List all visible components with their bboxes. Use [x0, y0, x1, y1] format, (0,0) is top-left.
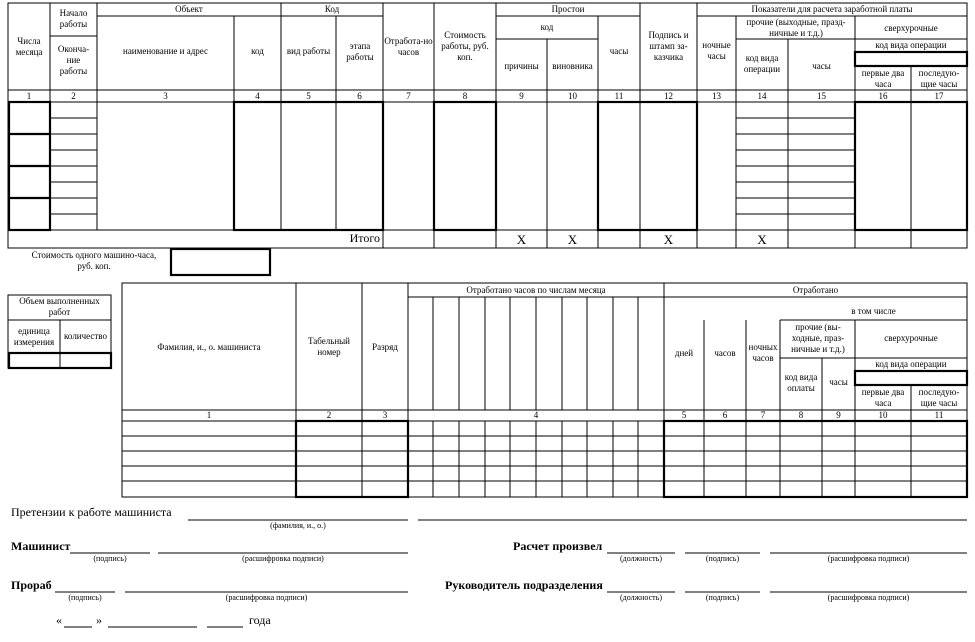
col-num: 6	[357, 91, 362, 101]
b-col-num: 8	[798, 410, 804, 420]
calc-signature-hint: (подпись)	[705, 554, 740, 563]
foreman-label: Прораб	[11, 578, 52, 592]
col-num: 5	[306, 91, 311, 101]
volume-title: Объем выполненных работ	[19, 296, 100, 317]
h-object-name: наименование и адрес	[123, 46, 208, 56]
col-num: 9	[519, 91, 524, 101]
h-idle: Простои	[551, 4, 585, 14]
h-object: Объект	[175, 4, 203, 14]
h-day: Числа месяца	[15, 36, 43, 57]
b-col-num: 5	[681, 410, 687, 420]
b-h-days: дней	[674, 348, 694, 358]
calc-label: Расчет произвел	[513, 539, 603, 553]
calc-decode-hint: (расшифровка подписи)	[827, 554, 910, 563]
b-h-overtime-first: первые два часа	[861, 387, 905, 408]
b-h-other-hours: часы	[829, 377, 848, 387]
b-h-overtime-code: код вида операции	[875, 359, 947, 369]
col-num: 10	[568, 91, 577, 101]
b-h-worked: Отработано	[792, 285, 839, 295]
h-work-stage: этапа работы	[346, 41, 374, 62]
b-h-hours: часов	[714, 348, 736, 358]
h-overtime-first: первые два часа	[861, 68, 905, 89]
h-cost: Стоимость работы, руб. коп.	[441, 30, 489, 62]
h-other-hours: часы	[812, 61, 831, 71]
foreman-decode-hint: (расшифровка подписи)	[225, 593, 308, 602]
date-day-field[interactable]	[64, 614, 92, 627]
volume-quantity: количество	[64, 331, 107, 341]
x-mark: X	[567, 232, 578, 247]
foreman-signature-hint: (подпись)	[68, 593, 102, 602]
col-num: 12	[664, 91, 673, 101]
col-num: 7	[406, 91, 411, 101]
col-num: 1	[26, 91, 32, 101]
head-decode-hint: (расшифровка подписи)	[827, 593, 910, 602]
h-idle-hours: часы	[609, 46, 629, 56]
b-h-name: Фамилия, и., о. машиниста	[157, 342, 261, 352]
name-hint: (фамилия, и., о.)	[270, 521, 326, 530]
b-col-num: 9	[836, 410, 841, 420]
x-mark: X	[757, 232, 767, 247]
driver-decode-hint: (расшифровка подписи)	[242, 554, 324, 563]
head-position-hint: (должность)	[620, 593, 662, 602]
h-work-type: вид работы	[286, 46, 331, 56]
b-h-hours-by-day: Отработано часов по числам месяца	[466, 285, 606, 295]
h-other: прочие (выходные, празд-ничные и т.д.)	[746, 17, 846, 38]
b-col-num: 3	[382, 410, 388, 420]
total-label: Итого	[349, 231, 380, 245]
h-idle-code: код	[540, 22, 554, 32]
b-h-night: ночных часов	[748, 342, 778, 363]
h-end: Оконча-ние работы	[57, 44, 90, 76]
calc-position-hint: (должность)	[620, 554, 662, 563]
driver-label: Машинист	[11, 539, 71, 553]
col-num: 11	[614, 91, 624, 101]
h-start: Начало работы	[59, 8, 88, 29]
head-label: Руководитель подразделения	[445, 578, 603, 592]
x-mark: X	[663, 232, 674, 247]
b-col-num: 6	[722, 410, 728, 420]
volume-unit: единица измерения	[13, 326, 55, 347]
b-col-num: 1	[206, 410, 212, 420]
b-h-other-code: код вида оплаты	[784, 372, 818, 393]
h-hours-worked: Отработа-но часов	[384, 36, 433, 57]
b-col-num: 7	[760, 410, 766, 420]
claims-text-field[interactable]	[418, 506, 967, 520]
col-num: 15	[817, 91, 826, 101]
b-h-overtime-next: последую-щие часы	[918, 387, 960, 408]
b-col-num: 11	[934, 410, 944, 420]
b-col-num: 2	[326, 410, 332, 420]
b-h-rank: Разряд	[372, 342, 398, 352]
h-overtime-code: код вида операции	[875, 40, 947, 50]
col-num: 14	[757, 91, 767, 101]
col-num: 16	[878, 91, 888, 101]
machine-hour-cost-label: Стоимость одного машино-часа, руб. коп.	[31, 250, 157, 271]
col-num: 4	[255, 91, 260, 101]
b-col-num: 10	[878, 410, 888, 420]
b-h-tab: Табельный номер	[308, 336, 350, 357]
h-idle-reasons: причины	[504, 61, 539, 71]
driver-signature-hint: (подпись)	[93, 554, 127, 563]
col-num: 3	[163, 91, 168, 101]
date-open-quote: «	[56, 613, 62, 627]
b-h-overtime: сверхурочные	[884, 333, 938, 343]
h-indicators: Показатели для расчета заработной платы	[751, 4, 913, 14]
claims-name-field[interactable]	[188, 506, 408, 520]
date-close-quote: »	[96, 613, 102, 627]
h-code: Код	[324, 4, 340, 14]
year-label: года	[249, 613, 271, 627]
b-h-incl: в том числе	[851, 306, 896, 316]
col-num: 8	[462, 91, 468, 101]
h-other-code: код вида операции	[743, 53, 781, 74]
h-night: ночные часы	[702, 40, 731, 61]
date-year-field[interactable]	[207, 614, 243, 627]
h-overtime: сверхурочные	[884, 23, 938, 33]
h-signature: Подпись и штамп за-казчика	[648, 30, 689, 62]
h-idle-culprit: виновника	[552, 61, 593, 71]
h-overtime-next: последую-щие часы	[918, 68, 960, 89]
h-object-code: код	[251, 46, 264, 56]
x-mark: X	[516, 232, 527, 247]
head-signature-hint: (подпись)	[705, 593, 740, 602]
b-h-other: прочие (вы-ходные, праз-ничные и т.д.)	[791, 322, 845, 354]
machine-hour-cost-field[interactable]	[173, 251, 268, 273]
date-month-field[interactable]	[108, 614, 197, 627]
col-num: 17	[934, 91, 944, 101]
col-num: 13	[712, 91, 721, 101]
col-num: 2	[71, 91, 76, 101]
claims-label: Претензии к работе машиниста	[11, 505, 172, 519]
b-col-num: 4	[533, 410, 539, 420]
